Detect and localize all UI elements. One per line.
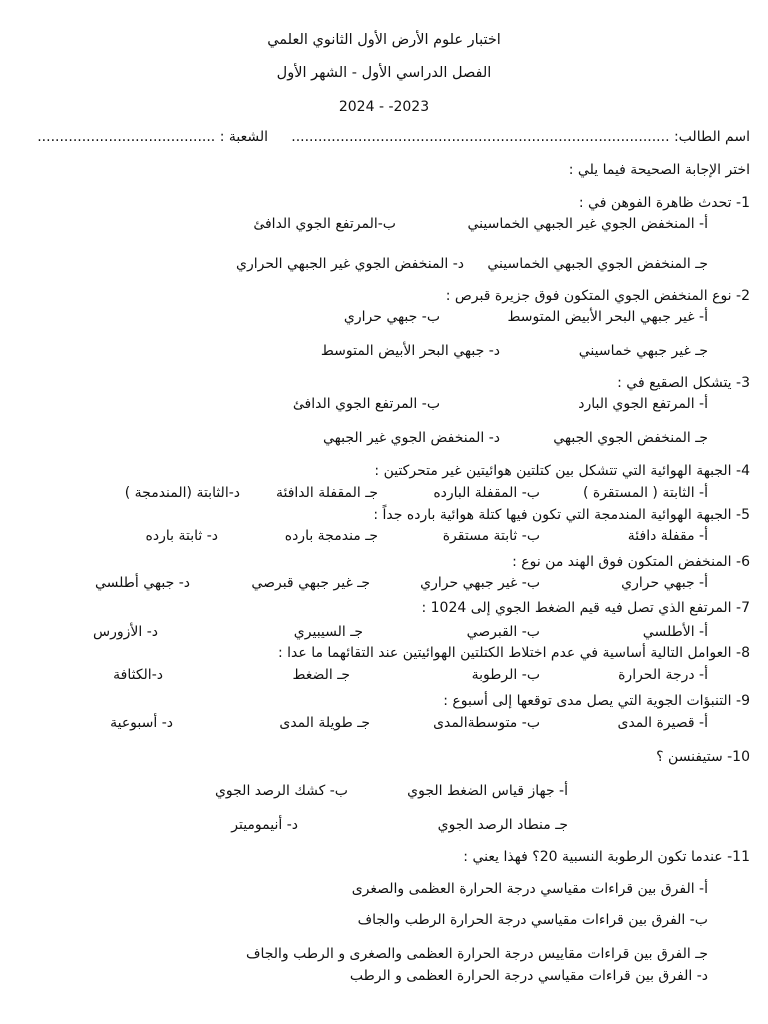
question-11-option-d: د- الفرق بين قراءات مقياسي درجة الحرارة العظمى و الرطب: [349, 968, 708, 984]
question-10-stem: 10- ستيفنسن ؟: [656, 749, 750, 765]
question-11-stem: 11- عندما تكون الرطوبة النسبية 20؟ فهذا يعني :: [463, 849, 750, 865]
question-9-stem: 9- التنبؤات الجوية التي يصل مدى توقعها إلى أسبوع :: [443, 693, 750, 709]
instruction: اختر الإجابة الصحيحة فيما يلي :: [568, 162, 750, 178]
question-6-option-a: أ- جبهي حراري: [621, 575, 708, 591]
question-1-option-d: د- المنخفض الجوي غير الجبهي الحراري: [236, 256, 464, 272]
question-4-stem: 4- الجبهة الهوائية التي تتشكل بين كتلتين هوائيتين غير متحركتين :: [374, 463, 750, 479]
question-4-option-c: جـ المقفلة الدافئة: [275, 485, 378, 501]
question-1-option-a: أ- المنخفض الجوي غير الجبهي الخماسيني: [467, 216, 708, 232]
question-7-option-c: جـ السيبيري: [293, 624, 363, 640]
question-3-stem: 3- يتشكل الصقيع في :: [617, 375, 750, 391]
question-1-option-b: ب-المرتفع الجوي الدافئ: [253, 216, 396, 232]
question-1-stem: 1- تحدث ظاهرة الفوهن في :: [578, 195, 750, 211]
question-8-option-d: د-الكثافة: [113, 667, 163, 683]
question-5-option-c: جـ مندمجة بارده: [284, 528, 378, 544]
question-5-stem: 5- الجبهة الهوائية المندمجة التي تكون فيها كتلة هوائية بارده جداً :: [373, 507, 750, 523]
question-7-stem: 7- المرتفع الذي تصل فيه قيم الضغط الجوي إلى 1024 :: [421, 600, 750, 616]
question-10-option-a: أ- جهاز قياس الضغط الجوي: [407, 783, 568, 799]
question-10-option-d: د- أنيموميتر: [231, 817, 298, 833]
exam-title: اختبار علوم الأرض الأول الثانوي العلمي: [267, 32, 501, 48]
question-7-option-b: ب- القبرصي: [466, 624, 540, 640]
question-9-option-c: جـ طويلة المدى: [279, 715, 370, 731]
question-11-option-b: ب- الفرق بين قراءات مقياسي درجة الحرارة الرطب والجاف: [357, 912, 708, 928]
question-4-option-b: ب- المقفلة البارده: [433, 485, 540, 501]
question-2-option-d: د- جبهي البحر الأبيض المتوسط: [320, 343, 500, 359]
question-6-option-b: ب- غير جبهي حراري: [420, 575, 540, 591]
question-4-option-a: أ- الثابتة ( المستقرة ): [582, 485, 708, 501]
question-8-option-a: أ- درجة الحرارة: [618, 667, 708, 683]
question-1-option-c: جـ المنخفض الجوي الجبهي الخماسيني: [487, 256, 708, 272]
question-8-option-b: ب- الرطوبة: [471, 667, 540, 683]
question-2-option-a: أ- غير جبهي البحر الأبيض المتوسط: [507, 309, 708, 325]
section-field: الشعبة : ........................................: [37, 129, 268, 145]
question-3-option-c: جـ المنخفض الجوي الجبهي: [553, 430, 708, 446]
question-7-option-a: أ- الأطلسي: [642, 624, 708, 640]
student-name-field: اسم الطالب: .....................................................................................: [291, 129, 750, 145]
question-6-option-c: جـ غير جبهي قبرصي: [251, 575, 370, 591]
question-9-option-d: د- أسبوعية: [110, 715, 173, 731]
question-3-option-d: د- المنخفض الجوي غير الجبهي: [322, 430, 500, 446]
exam-year: 2024 - -2023: [338, 99, 430, 115]
question-10-option-c: جـ منطاد الرصد الجوي: [437, 817, 568, 833]
question-6-option-d: د- جبهي أطلسي: [94, 575, 190, 591]
question-3-option-b: ب- المرتفع الجوي الدافئ: [292, 396, 440, 412]
question-8-stem: 8- العوامل التالية أساسية في عدم اختلاط الكتلتين الهوائيتين عند التقائهما ما عدا :: [278, 645, 750, 661]
question-9-option-a: أ- قصيرة المدى: [617, 715, 708, 731]
question-9-option-b: ب- متوسطةالمدى: [433, 715, 540, 731]
question-3-option-a: أ- المرتفع الجوي البارد: [578, 396, 708, 412]
question-2-option-b: ب- جبهي حراري: [343, 309, 440, 325]
exam-subtitle: الفصل الدراسي الأول - الشهر الأول: [276, 65, 492, 81]
question-8-option-c: جـ الضغط: [292, 667, 350, 683]
question-2-option-c: جـ غير جبهي خماسيني: [578, 343, 708, 359]
question-6-stem: 6- المنخفض المتكون فوق الهند من نوع :: [512, 554, 750, 570]
question-5-option-a: أ- مقفلة دافئة: [627, 528, 708, 544]
question-5-option-b: ب- ثابتة مستقرة: [442, 528, 540, 544]
question-11-option-a: أ- الفرق بين قراءات مقياسي درجة الحرارة العظمى والصغرى: [351, 881, 708, 897]
question-11-option-c: جـ الفرق بين قراءات مقاييس درجة الحرارة العظمى والصغرى و الرطب والجاف: [245, 946, 708, 962]
question-5-option-d: د- ثابتة بارده: [145, 528, 218, 544]
question-10-option-b: ب- كشك الرصد الجوي: [214, 783, 348, 799]
question-7-option-d: د- الأزورس: [93, 624, 158, 640]
question-4-option-d: د-الثابتة (المندمجة ): [124, 485, 240, 501]
question-2-stem: 2- نوع المنخفض الجوي المتكون فوق جزيرة قبرص :: [445, 288, 750, 304]
